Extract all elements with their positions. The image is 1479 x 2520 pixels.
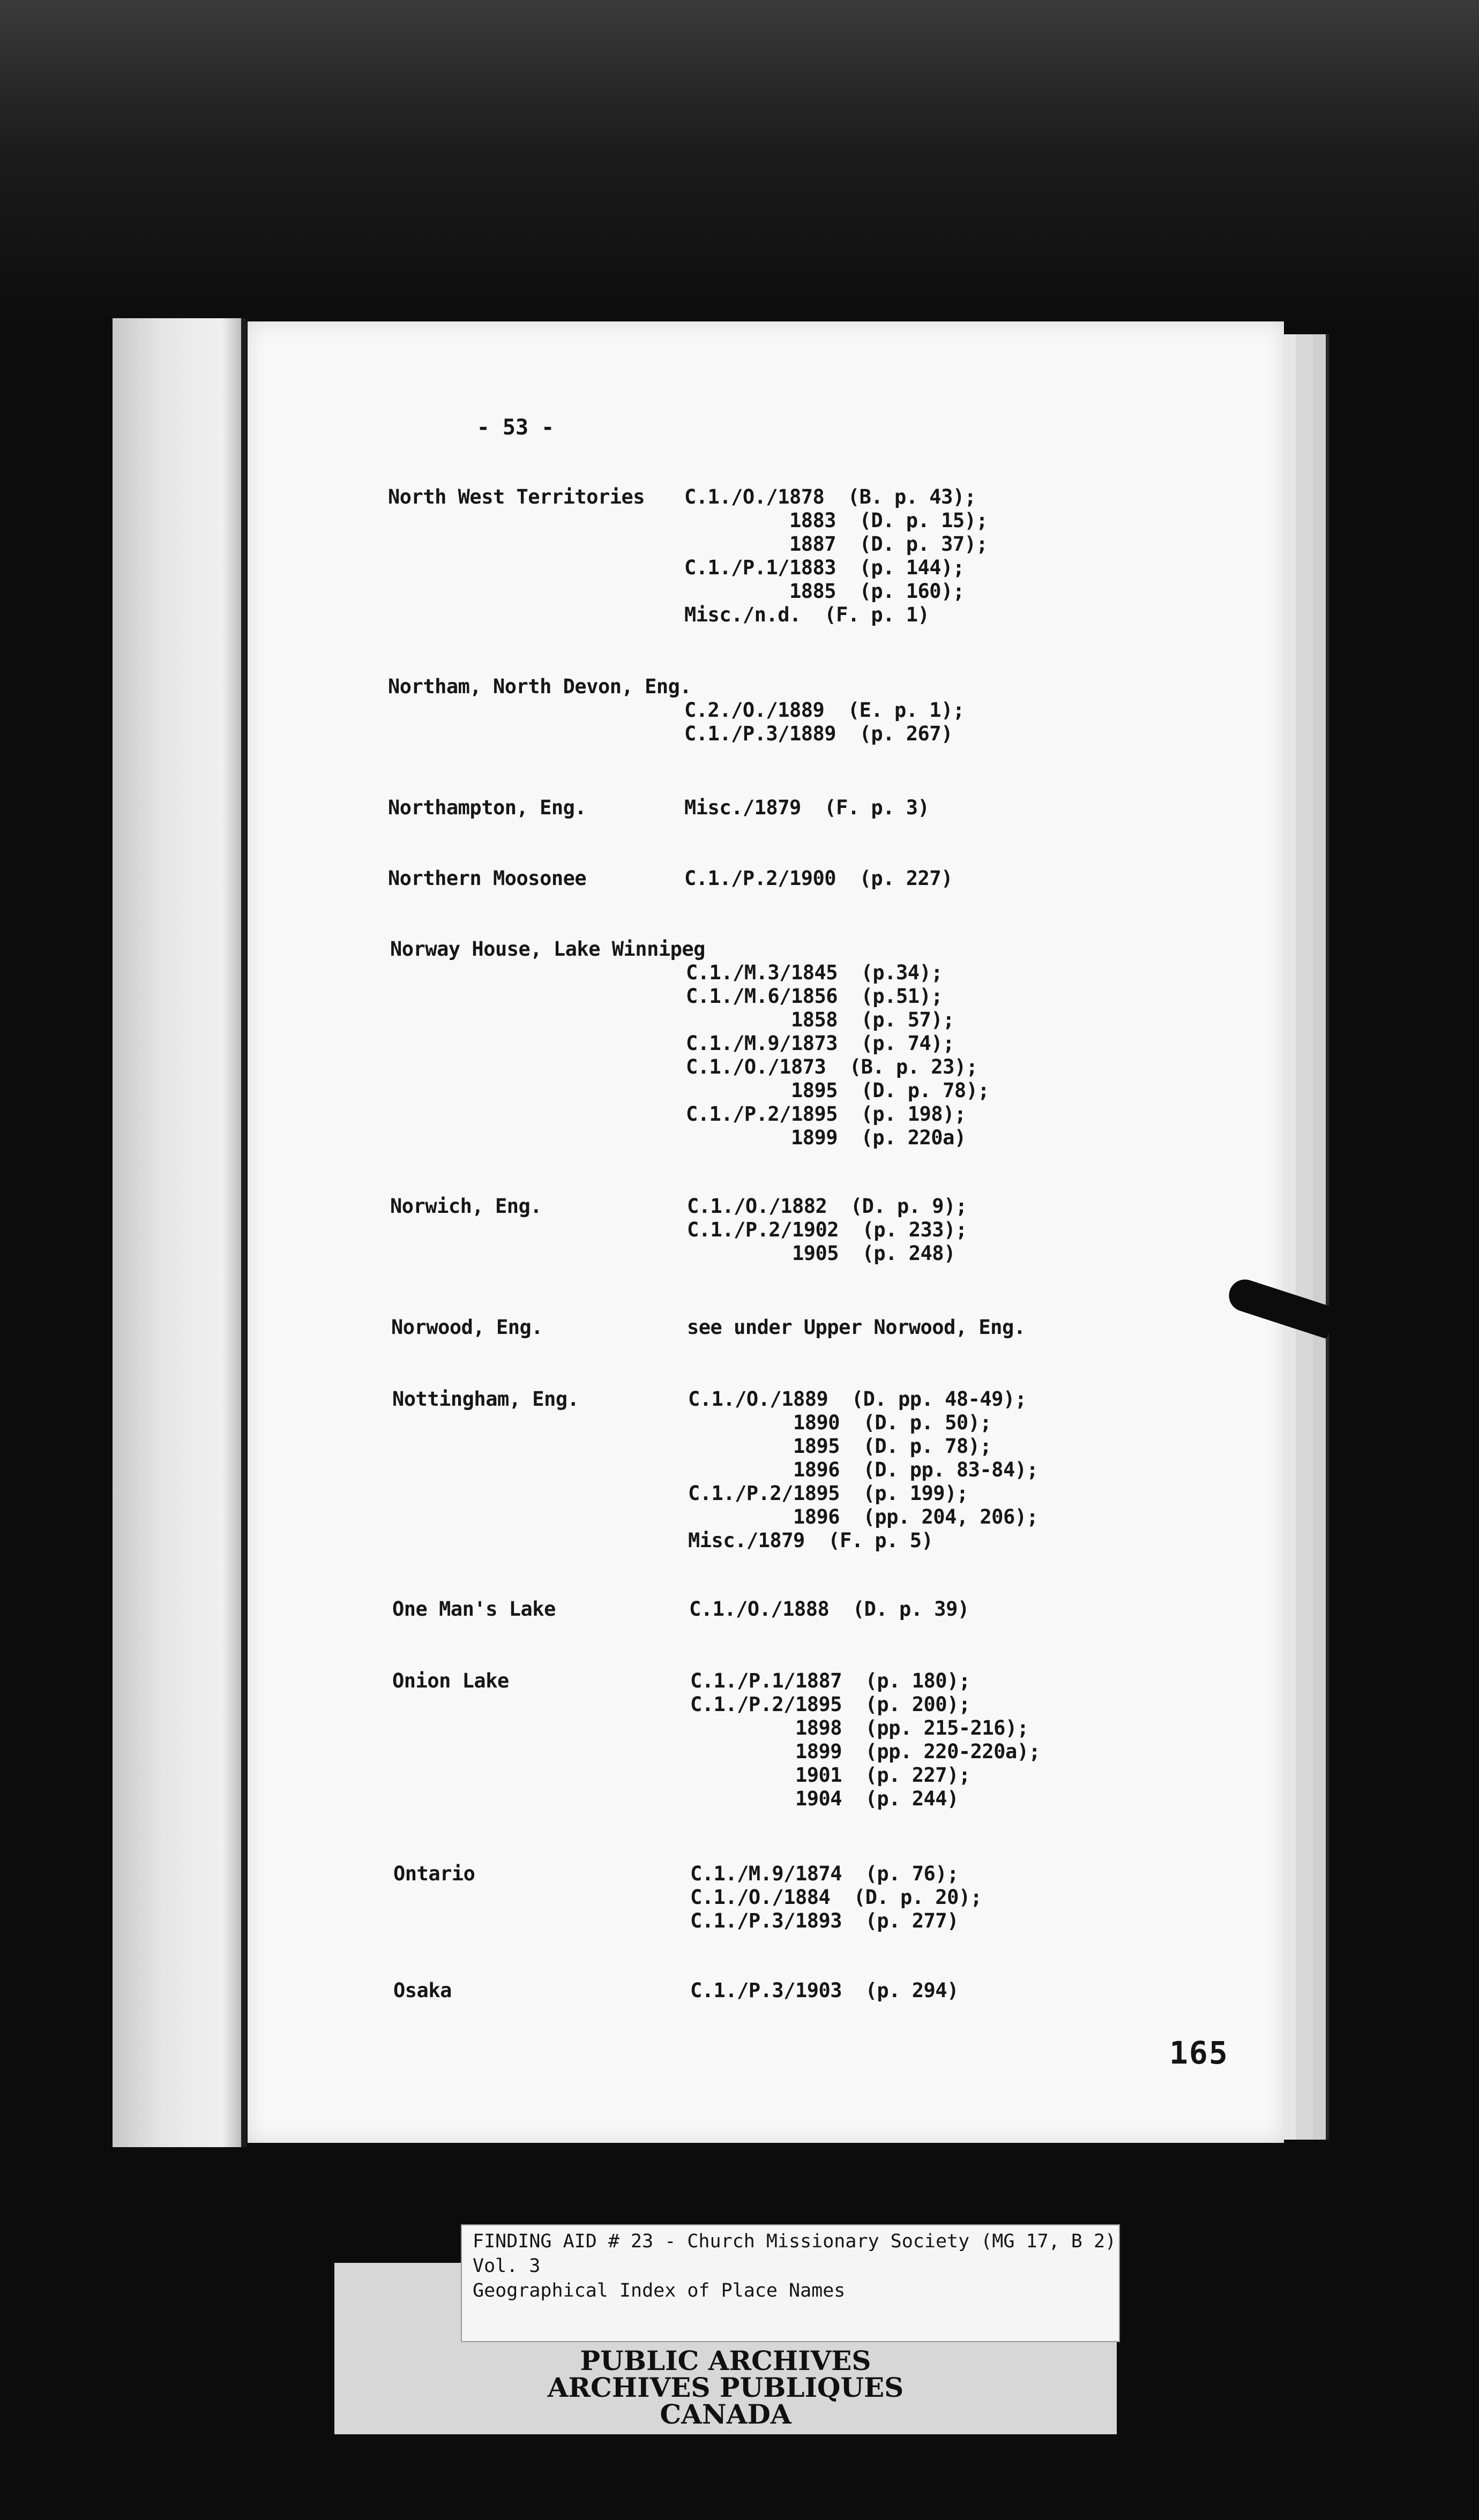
place-name: Norwood, Eng. <box>391 1316 543 1339</box>
reference-line: C.1./M.9/1873 (p. 74); <box>686 1032 954 1055</box>
place-name: North West Territories <box>388 485 645 508</box>
place-name: Northam, North Devon, Eng. <box>388 675 692 698</box>
reference-line: C.1./M.3/1845 (p.34); <box>686 961 943 984</box>
reference-line: C.1./O./1873 (B. p. 23); <box>686 1055 978 1078</box>
reference-line: 1883 (D. p. 15); <box>684 509 988 532</box>
reference-line: C.1./P.3/1889 (p. 267) <box>684 722 953 745</box>
reference-line: Misc./n.d. (F. p. 1) <box>684 603 930 626</box>
page-number: - 53 - <box>476 415 555 440</box>
reference-line: C.1./P.1/1883 (p. 144); <box>684 556 965 579</box>
reference-line: 1901 (p. 227); <box>690 1764 970 1787</box>
reference-line: C.1./M.9/1874 (p. 76); <box>690 1862 959 1885</box>
place-name: Norway House, Lake Winnipeg <box>390 938 705 961</box>
place-name: Ontario <box>393 1862 475 1885</box>
reference-line: C.1./P.3/1903 (p. 294) <box>690 1979 959 2002</box>
reference-line: C.1./O./1882 (D. p. 9); <box>687 1195 967 1218</box>
reference-line: 1896 (pp. 204, 206); <box>688 1505 1039 1528</box>
reference-line: 1885 (p. 160); <box>684 580 965 603</box>
document-page <box>248 321 1284 2143</box>
reference-line: C.1./O./1888 (D. p. 39) <box>689 1598 969 1621</box>
reference-line: 1905 (p. 248) <box>687 1242 955 1265</box>
caption-volume: Vol. 3 <box>473 2255 541 2277</box>
archives-label-french: ARCHIVES PUBLIQUES <box>547 2372 904 2403</box>
finding-aid-caption <box>461 2224 1120 2342</box>
reference-line: C.1./P.2/1895 (p. 198); <box>686 1102 966 1126</box>
place-name: Onion Lake <box>392 1669 509 1692</box>
place-name: Nottingham, Eng. <box>392 1388 579 1411</box>
scan-background <box>0 0 1479 332</box>
stamp-number: 165 <box>1169 2035 1229 2071</box>
reference-line: C.1./P.2/1900 (p. 227) <box>684 867 953 890</box>
reference-line: C.1./M.6/1856 (p.51); <box>686 985 943 1008</box>
reference-line: 1895 (D. p. 78); <box>688 1435 992 1458</box>
place-name: One Man's Lake <box>392 1598 556 1621</box>
reference-line: 1887 (D. p. 37); <box>684 532 988 556</box>
place-name: Northampton, Eng. <box>388 796 587 819</box>
reference-line: Misc./1879 (F. p. 3) <box>684 796 930 819</box>
reference-line: C.1./O./1884 (D. p. 20); <box>690 1886 982 1909</box>
reference-line: 1896 (D. pp. 83-84); <box>688 1458 1039 1481</box>
reference-line: 1898 (pp. 215-216); <box>690 1716 1029 1739</box>
reference-line: 1895 (D. p. 78); <box>686 1079 990 1102</box>
reference-line: C.1./P.2/1902 (p. 233); <box>687 1218 967 1241</box>
caption-subtitle: Geographical Index of Place Names <box>473 2280 846 2301</box>
archives-label-country: CANADA <box>660 2398 791 2430</box>
reference-line: 1904 (p. 244) <box>690 1787 959 1810</box>
reference-line: 1858 (p. 57); <box>686 1008 954 1031</box>
place-name: Norwich, Eng. <box>390 1195 542 1218</box>
reference-line: C.1./P.2/1895 (p. 199); <box>688 1482 968 1505</box>
reference-line: C.1./P.1/1887 (p. 180); <box>690 1669 970 1692</box>
archives-label-english: PUBLIC ARCHIVES <box>580 2345 871 2376</box>
reference-line: Misc./1879 (F. p. 5) <box>688 1529 933 1552</box>
reference-line: C.1./P.2/1895 (p. 200); <box>690 1693 970 1716</box>
place-name: Northern Moosonee <box>388 867 587 890</box>
reference-line: C.2./O./1889 (E. p. 1); <box>684 699 965 722</box>
reference-line: C.1./O./1889 (D. pp. 48-49); <box>688 1388 1027 1411</box>
reference-line: 1890 (D. p. 50); <box>688 1411 992 1434</box>
caption-title: FINDING AID # 23 - Church Missionary Society (MG 17, B 2) <box>473 2231 1117 2252</box>
reference-line: 1899 (pp. 220-220a); <box>690 1740 1041 1763</box>
page-edge <box>1313 334 1329 2140</box>
reference-line: C.1./O./1878 (B. p. 43); <box>684 485 976 508</box>
reference-line: C.1./P.3/1893 (p. 277) <box>690 1909 959 1932</box>
left-page-edge <box>113 318 246 2147</box>
reference-line: 1899 (p. 220a) <box>686 1126 966 1149</box>
reference-line: see under Upper Norwood, Eng. <box>687 1316 1026 1339</box>
place-name: Osaka <box>393 1979 452 2002</box>
